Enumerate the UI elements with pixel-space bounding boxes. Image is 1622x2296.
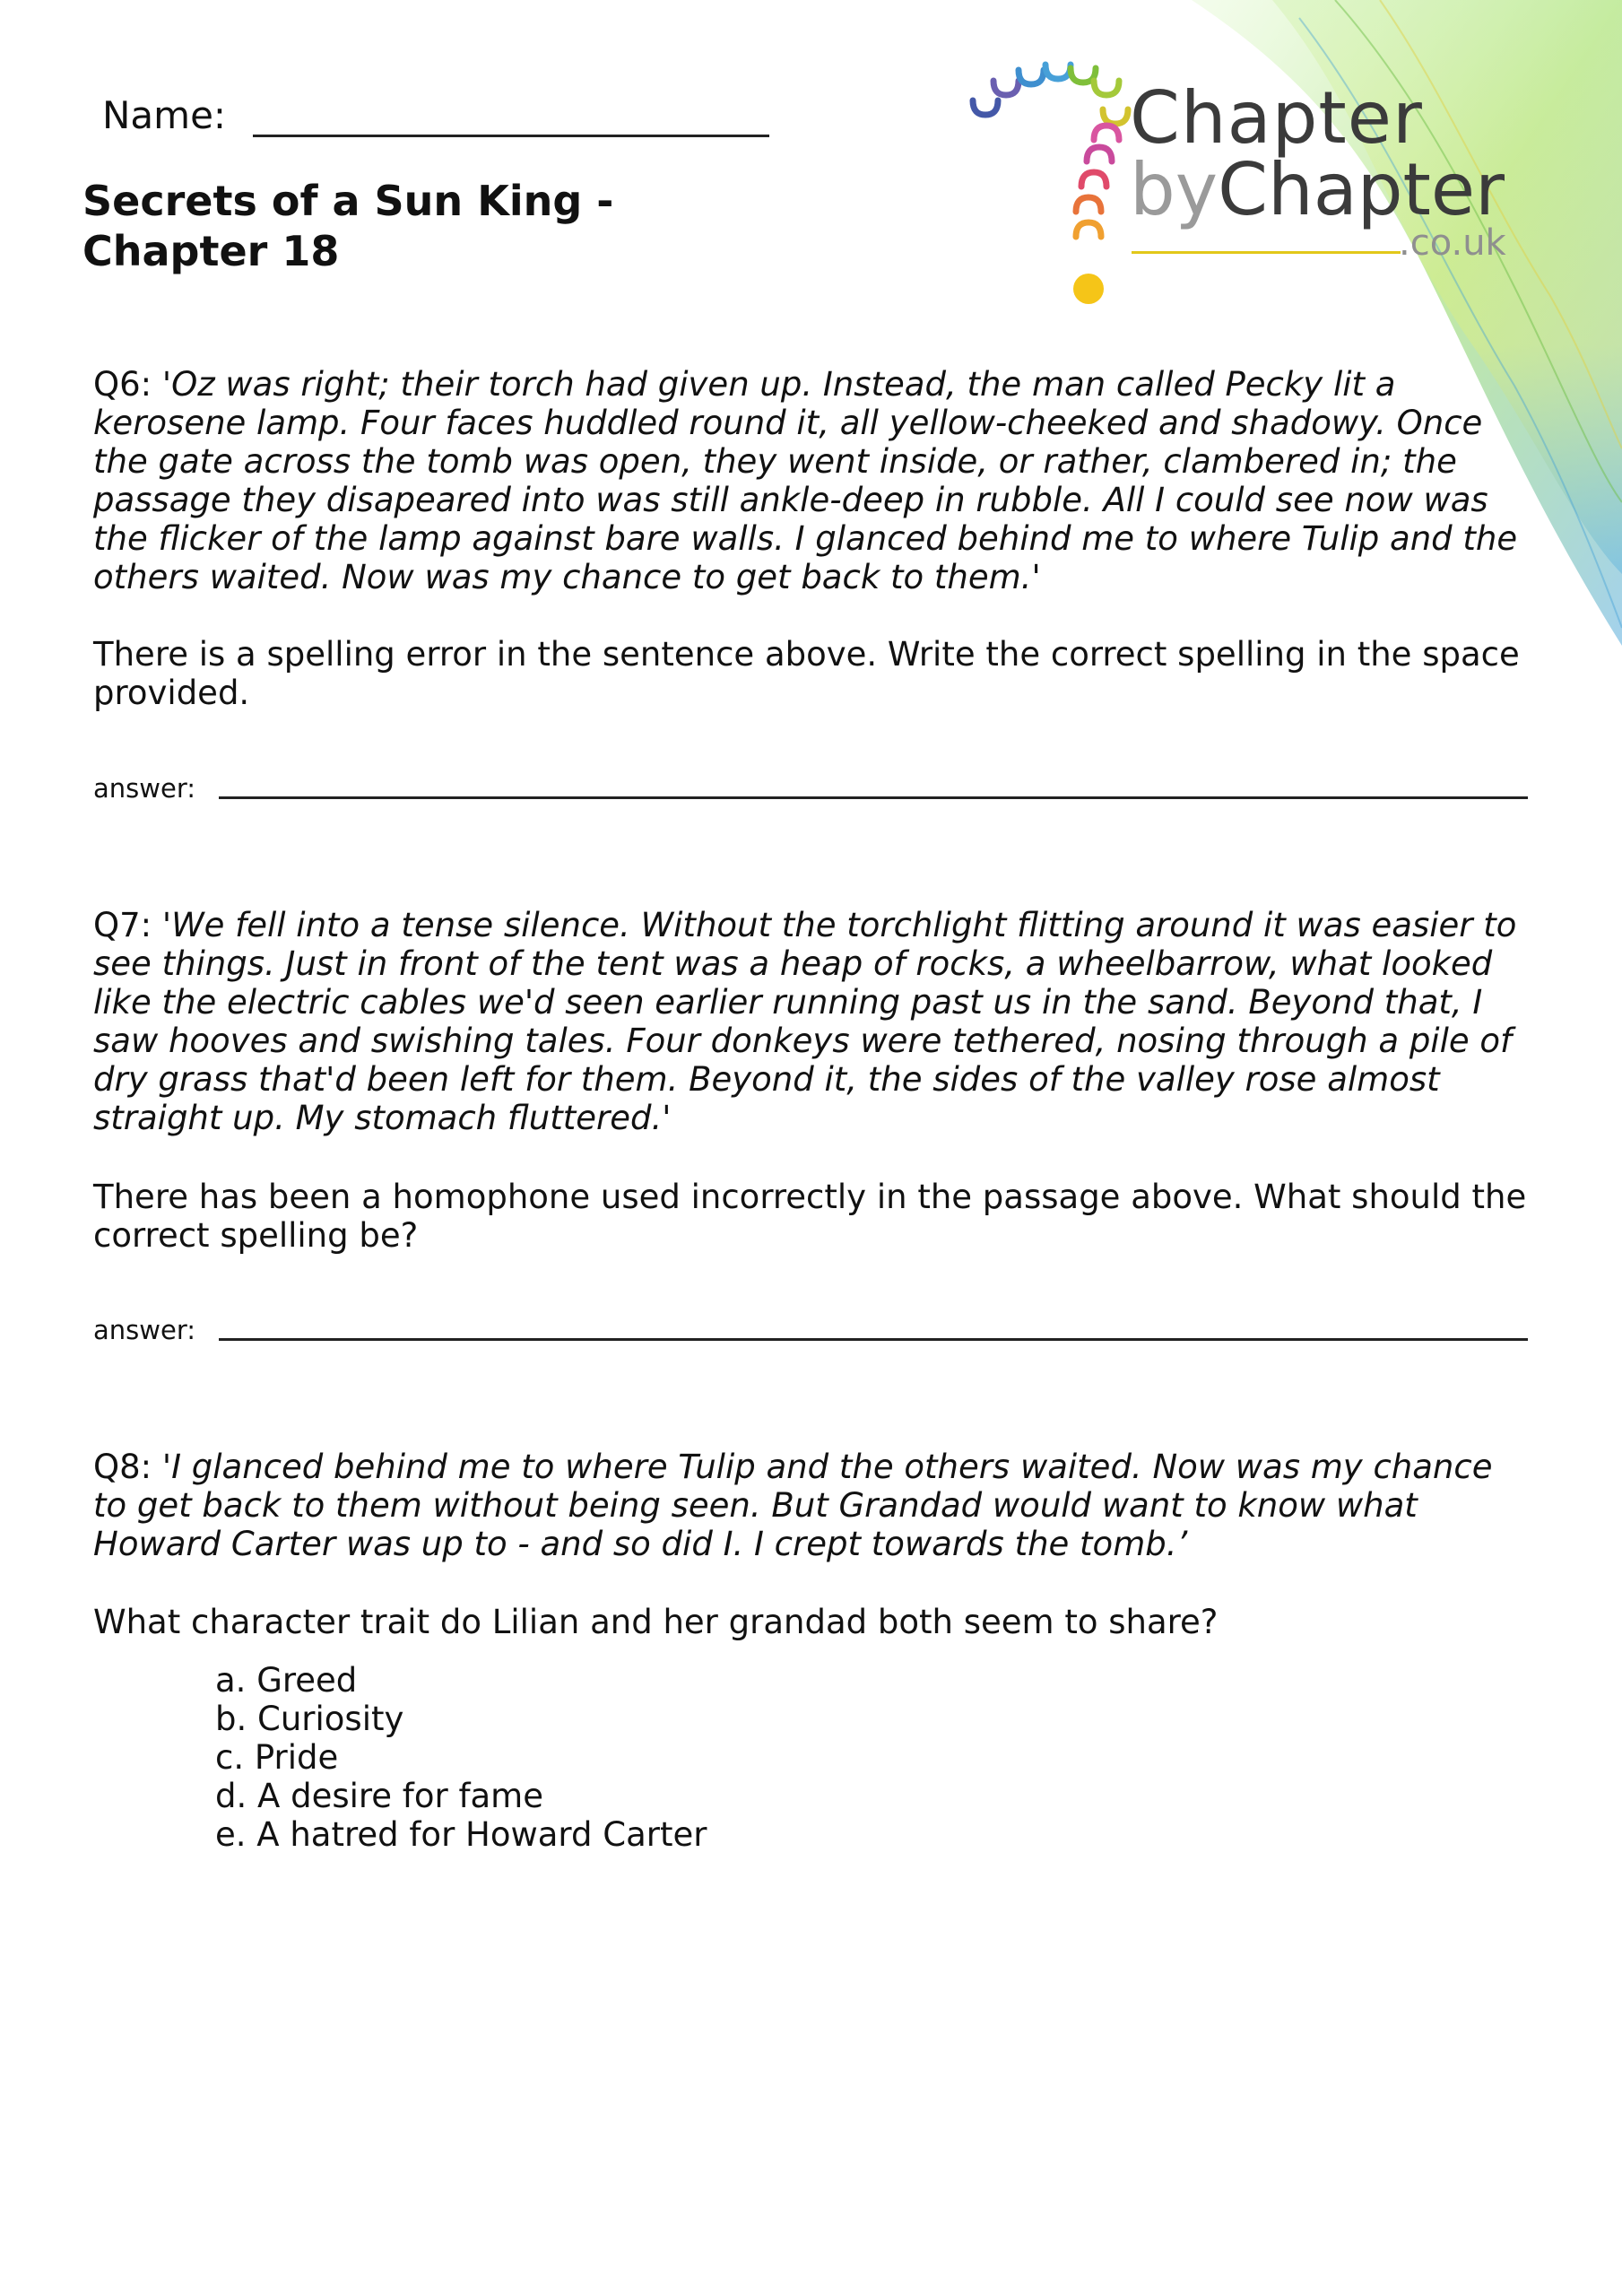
- logo-domain: .co.uk: [1399, 222, 1506, 264]
- question-6-number: Q6:: [93, 365, 152, 404]
- logo-word-by: by: [1130, 148, 1219, 231]
- logo-word-bychapter: [1130, 148, 1505, 231]
- option-a[interactable]: a. Greed: [215, 1661, 358, 1700]
- title-line-1: Secrets of a Sun King -: [82, 177, 614, 225]
- option-e[interactable]: e. A hatred for Howard Carter: [215, 1815, 707, 1854]
- worksheet-title: [82, 176, 710, 276]
- option-d[interactable]: d. A desire for fame: [215, 1777, 543, 1815]
- question-8-options: [215, 1661, 707, 1854]
- question-6-prompt: There is a spelling error in the sentence above. Write the correct spelling in the space provided.: [93, 635, 1520, 712]
- question-7-answer-label: answer:: [93, 1315, 196, 1345]
- question-6-quote: 'Oz was right; their torch had given up. Instead, the man called Pecky lit a kerosene lamp. Four faces huddled round it, all yellow-cheeked and shadowy. Once the gate across the tomb was open, they went inside, or rather, clambered in; the passage they disapeared into was still ankle-deep in rubble. All I could see now was the flicker of the lamp against bare walls. I glanced behind me to where Tulip and the others waited. Now was my chance to get back to them.': [93, 365, 1518, 596]
- question-7-passage: [93, 906, 1528, 1137]
- question-8-quote: 'I glanced behind me to where Tulip and the others waited. Now was my chance to get back to them without being seen. But Grandad would want to know what Howard Carter was up to - and so did I. I crept towards the tomb.’: [93, 1448, 1493, 1563]
- question-6-answer-line[interactable]: [219, 796, 1528, 799]
- logo-word-chapter: Chapter: [1130, 76, 1423, 160]
- logo-word-chapter-2: Chapter: [1218, 148, 1505, 231]
- option-b[interactable]: b. Curiosity: [215, 1700, 404, 1738]
- question-8-number: Q8:: [93, 1448, 152, 1486]
- question-7-answer-line[interactable]: [219, 1338, 1528, 1341]
- name-label: Name:: [102, 93, 227, 137]
- question-6-passage: [93, 365, 1528, 596]
- question-7-quote: 'We fell into a tense silence. Without the torchlight flitting around it was easier to see things. Just in front of the tent was a heap of rocks, a wheelbarrow, what looked like the electric cables we'd seen earlier running past us in the sand. Beyond that, I saw hooves and swishing tales. Four donkeys were tethered, nosing through a pile of dry grass that'd been left for them. Beyond it, the sides of the valley rose almost straight up. My stomach fluttered.': [93, 906, 1517, 1137]
- logo-wordmark: [1130, 76, 1505, 231]
- name-field-line[interactable]: [253, 135, 769, 137]
- question-8-prompt: What character trait do Lilian and her grandad both seem to share?: [93, 1603, 1219, 1641]
- title-line-2: Chapter 18: [82, 227, 340, 275]
- option-c[interactable]: c. Pride: [215, 1738, 339, 1777]
- logo-underline: [1132, 251, 1401, 254]
- question-7-number: Q7:: [93, 906, 152, 944]
- question-8-passage: [93, 1448, 1528, 1563]
- question-7-prompt: There has been a homophone used incorrectly in the passage above. What should the correct spelling be?: [93, 1178, 1527, 1255]
- question-6-answer-label: answer:: [93, 773, 196, 804]
